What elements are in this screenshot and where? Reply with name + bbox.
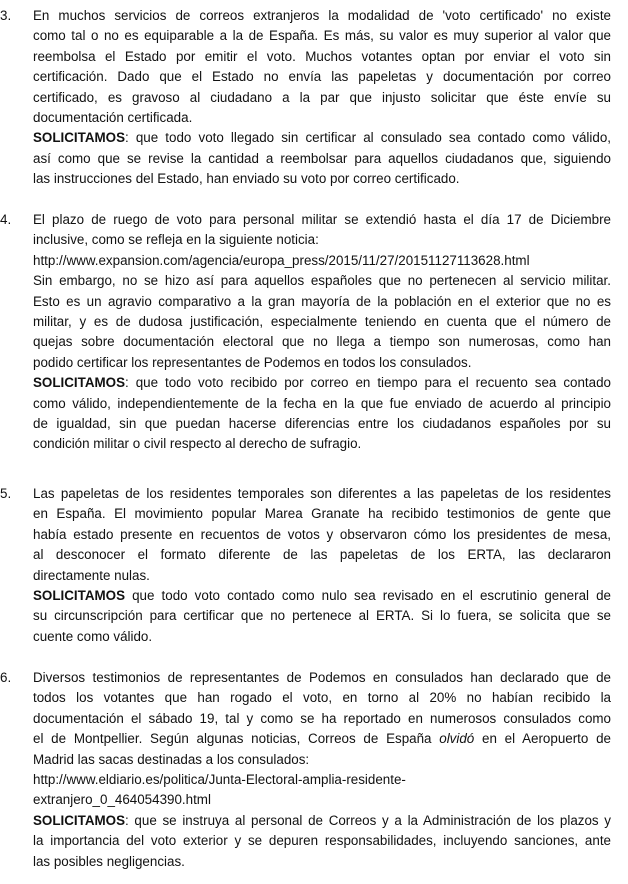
text-segment: en el Aeropuerto de xyxy=(482,731,611,747)
request-line xyxy=(33,373,611,393)
text-line: podido certificar los representantes de Podemos en todos los consulados. xyxy=(33,354,472,370)
item-number: 4. xyxy=(0,212,12,227)
request-label: SOLICITAMOS xyxy=(33,812,125,828)
request-text: : que se instruya al personal de Correos y a la Administración de los plazos y xyxy=(125,812,611,828)
text-line: su circunscripción para certificar que no pertenece al ERTA. Si lo fuera, se solicita que se xyxy=(33,608,611,624)
item-body xyxy=(33,484,611,647)
text-line: Las papeletas de los residentes temporales son diferentes a las papeletas de los residentes xyxy=(33,486,611,501)
text-line: en España. El movimiento popular Marea Granate ha recibido testimonios de gente que xyxy=(33,506,611,522)
text-line: las instrucciones del Estado, han enviado su voto por correo certificado. xyxy=(33,171,460,187)
text-line: como tal o no es equiparable a la de España. Es más, su valor es muy superior al valor que xyxy=(33,28,611,44)
item-body xyxy=(33,6,611,190)
request-text: que todo voto contado como nulo sea revisado en el escrutinio general de xyxy=(125,587,611,603)
text-line: documentación el sábado 19, tal y como se ha reportado en numerosos consulados como xyxy=(33,710,611,726)
news-link-continued[interactable]: extranjero_0_464054390.html xyxy=(33,792,211,808)
text-line: al desconocer el formato diferente de las papeletas de los ERTA, las declararon xyxy=(33,547,611,563)
request-label: SOLICITAMOS xyxy=(33,130,125,146)
text-line: El plazo de ruego de voto para personal militar se extendió hasta el día 17 de Diciembre xyxy=(33,212,611,227)
request-text: : que todo voto recibido por correo en tiempo para el recuento sea contado xyxy=(125,375,611,391)
emphasis-text: olvidó xyxy=(439,731,475,747)
text-line: Esto es un agravio comparativo a la gran mayoría de la población en el exterior que no es xyxy=(33,293,611,309)
request-label: SOLICITAMOS xyxy=(33,587,125,603)
text-segment: el de Montpellier. Según algunas noticias, Correos de España xyxy=(33,731,432,747)
text-line: de igualdad, sin que puedan hacerse diferencias entre los ciudadanos españoles por su xyxy=(33,415,611,431)
item-number: 6. xyxy=(0,670,12,685)
text-line: En muchos servicios de correos extranjeros la modalidad de 'voto certificado' no existe xyxy=(33,8,611,23)
news-link[interactable]: http://www.expansion.com/agencia/europa_press/2015/11/27/20151127113628.html xyxy=(33,252,530,268)
text-line: Diversos testimonios de representantes de Podemos en consulados han declarado que de xyxy=(33,670,611,685)
text-line: Madrid las sacas destinadas a los consulados: xyxy=(33,751,310,767)
text-line-with-emphasis xyxy=(33,729,611,749)
item-body xyxy=(33,668,611,872)
request-line xyxy=(33,128,611,148)
text-line: certificado, es gravoso al ciudadano a la par que injusto solicitar que éste envíe su xyxy=(33,89,611,105)
text-line: certificación. Dado que el Estado no envía las papeletas y documentación por correo xyxy=(33,69,611,85)
text-line: había estado presente en recuentos de votos y observaron cómo los presidentes de mesa, xyxy=(33,526,611,542)
news-link[interactable]: http://www.eldiario.es/politica/Junta-Electoral-amplia-residente- xyxy=(33,771,406,787)
text-line: todos los votantes que han rogado el voto, en torno al 20% no habían recibido la xyxy=(33,690,611,706)
text-line: documentación certificada. xyxy=(33,109,193,125)
text-line: las posibles negligencias. xyxy=(33,853,185,869)
text-line: quejas sobre documentación electoral que no llega a tiempo son numerosas, como han xyxy=(33,334,611,350)
request-label: SOLICITAMOS xyxy=(33,375,125,391)
text-line: así como que se revise la cantidad a reembolsar para aquellos ciudadanos que, siguiendo xyxy=(33,150,611,166)
text-line: condición militar o civil respecto al derecho de sufragio. xyxy=(33,436,362,452)
text-line: reembolsa el Estado por emitir el voto. Muchos votantes optan por enviar el voto sin xyxy=(33,48,611,64)
item-body xyxy=(33,210,611,455)
text-line: Sin embargo, no se hizo así para aquellos españoles que no pertenecen al servicio militar. xyxy=(33,273,611,289)
text-line: la importancia del voto exterior y se depuren responsabilidades, incluyendo sanciones, ante xyxy=(33,833,611,849)
text-line: cuente como válido. xyxy=(33,628,153,644)
request-line xyxy=(33,586,611,606)
item-number: 5. xyxy=(0,486,12,501)
request-text: : que todo voto llegado sin certificar al consulado sea contado como válido, xyxy=(125,130,611,146)
item-number: 3. xyxy=(0,8,12,23)
text-line: militar, y es de dudosa justificación, especialmente teniendo en cuenta que el número de xyxy=(33,313,611,329)
request-line xyxy=(33,811,611,831)
text-line: inclusive, como se refleja en la siguiente noticia: xyxy=(33,232,319,248)
text-line: directamente nulas. xyxy=(33,567,150,583)
text-line: como válido, independientemente de la fecha en la que fue enviado de acuerdo al principio xyxy=(33,395,611,411)
